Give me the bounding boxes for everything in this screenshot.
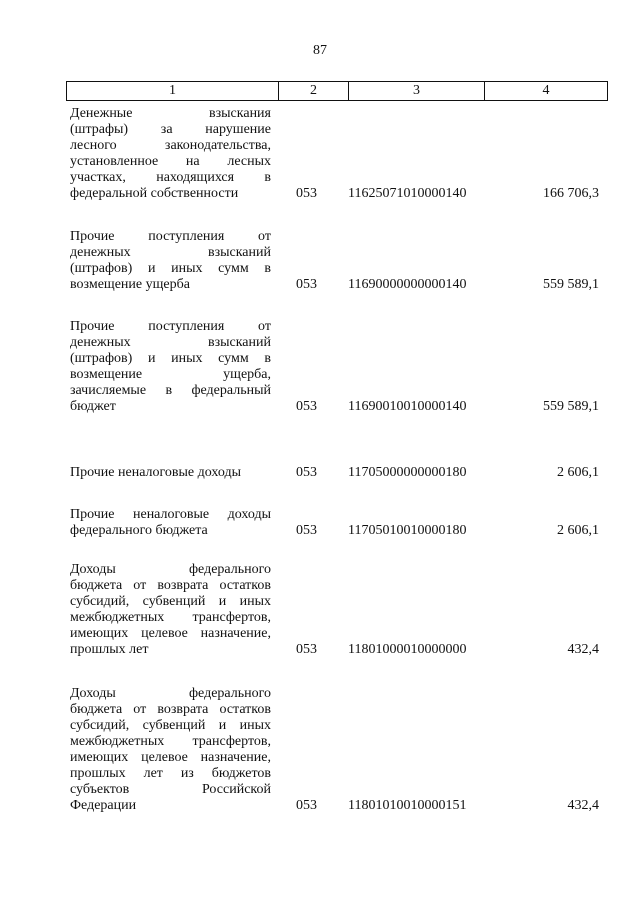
- row-code: 053: [296, 186, 317, 201]
- row-description: [70, 686, 271, 814]
- header-col-4: 4: [542, 83, 550, 98]
- description-line: Прочие неналоговые доходы: [70, 465, 242, 480]
- description-line: Прочие поступления от: [70, 319, 271, 334]
- row-kbk: 11705000000000180: [348, 465, 467, 480]
- description-line: (штрафы) за нарушение: [70, 122, 271, 137]
- row-code: 053: [296, 399, 317, 414]
- description-line: имеющих целевое назначение,: [70, 750, 271, 765]
- description-line: возмещение ущерба: [70, 277, 190, 292]
- description-line: лесного законодательства,: [70, 138, 271, 153]
- row-code: 053: [296, 798, 317, 813]
- description-line: Доходы федерального: [70, 562, 271, 577]
- description-line: бюджета от возврата остатков: [70, 702, 271, 717]
- row-amount: 2 606,1: [557, 465, 599, 480]
- header-col-1: 1: [67, 82, 279, 100]
- row-code: 053: [296, 465, 317, 480]
- row-amount: 559 589,1: [543, 277, 599, 292]
- description-line: установленное на лесных: [70, 154, 271, 169]
- description-line: бюджет: [70, 399, 116, 414]
- description-line: субсидий, субвенций и иных: [70, 718, 271, 733]
- description-line: Федерации: [70, 798, 137, 813]
- description-line: Денежные взыскания: [70, 106, 271, 121]
- description-line: имеющих целевое назначение,: [70, 626, 271, 641]
- description-line: субъектов Российской: [70, 782, 271, 797]
- description-line: Прочие поступления от: [70, 229, 271, 244]
- page-number: 87: [313, 43, 327, 58]
- row-code: 053: [296, 277, 317, 292]
- row-amount: 432,4: [567, 642, 599, 657]
- row-kbk: 11690000000000140: [348, 277, 467, 292]
- description-line: федерального бюджета: [70, 523, 208, 538]
- description-line: Доходы федерального: [70, 686, 271, 701]
- description-line: (штрафов) и иных сумм в: [70, 351, 271, 366]
- row-amount: 2 606,1: [557, 523, 599, 538]
- table-header: [66, 81, 608, 101]
- description-line: бюджета от возврата остатков: [70, 578, 271, 593]
- description-line: прошлых лет: [70, 642, 149, 657]
- description-line: Прочие неналоговые доходы: [70, 507, 271, 522]
- row-code: 053: [296, 642, 317, 657]
- header-col-3: 3: [349, 82, 485, 100]
- description-line: прошлых лет из бюджетов: [70, 766, 271, 781]
- description-line: федеральной собственности: [70, 186, 239, 201]
- row-amount: 559 589,1: [543, 399, 599, 414]
- description-line: межбюджетных трансфертов,: [70, 610, 271, 625]
- row-description: [70, 106, 271, 202]
- row-description: [70, 562, 271, 658]
- description-line: субсидий, субвенций и иных: [70, 594, 271, 609]
- row-description: [70, 229, 271, 293]
- description-line: зачисляемые в федеральный: [70, 383, 271, 398]
- description-line: возмещение ущерба,: [70, 367, 271, 382]
- row-amount: 432,4: [567, 798, 599, 813]
- description-line: участках, находящихся в: [70, 170, 271, 185]
- row-description: [70, 319, 271, 415]
- description-line: межбюджетных трансфертов,: [70, 734, 271, 749]
- row-kbk: 11801010010000151: [348, 798, 467, 813]
- description-line: (штрафов) и иных сумм в: [70, 261, 271, 276]
- description-line: денежных взысканий: [70, 335, 271, 350]
- row-kbk: 11690010010000140: [348, 399, 467, 414]
- row-description: [70, 507, 271, 539]
- row-amount: 166 706,3: [543, 186, 599, 201]
- row-kbk: 11705010010000180: [348, 523, 467, 538]
- header-col-2: 2: [279, 82, 349, 100]
- row-kbk: 11625071010000140: [348, 186, 467, 201]
- row-code: 053: [296, 523, 317, 538]
- row-kbk: 11801000010000000: [348, 642, 467, 657]
- row-description: [70, 465, 271, 481]
- description-line: денежных взысканий: [70, 245, 271, 260]
